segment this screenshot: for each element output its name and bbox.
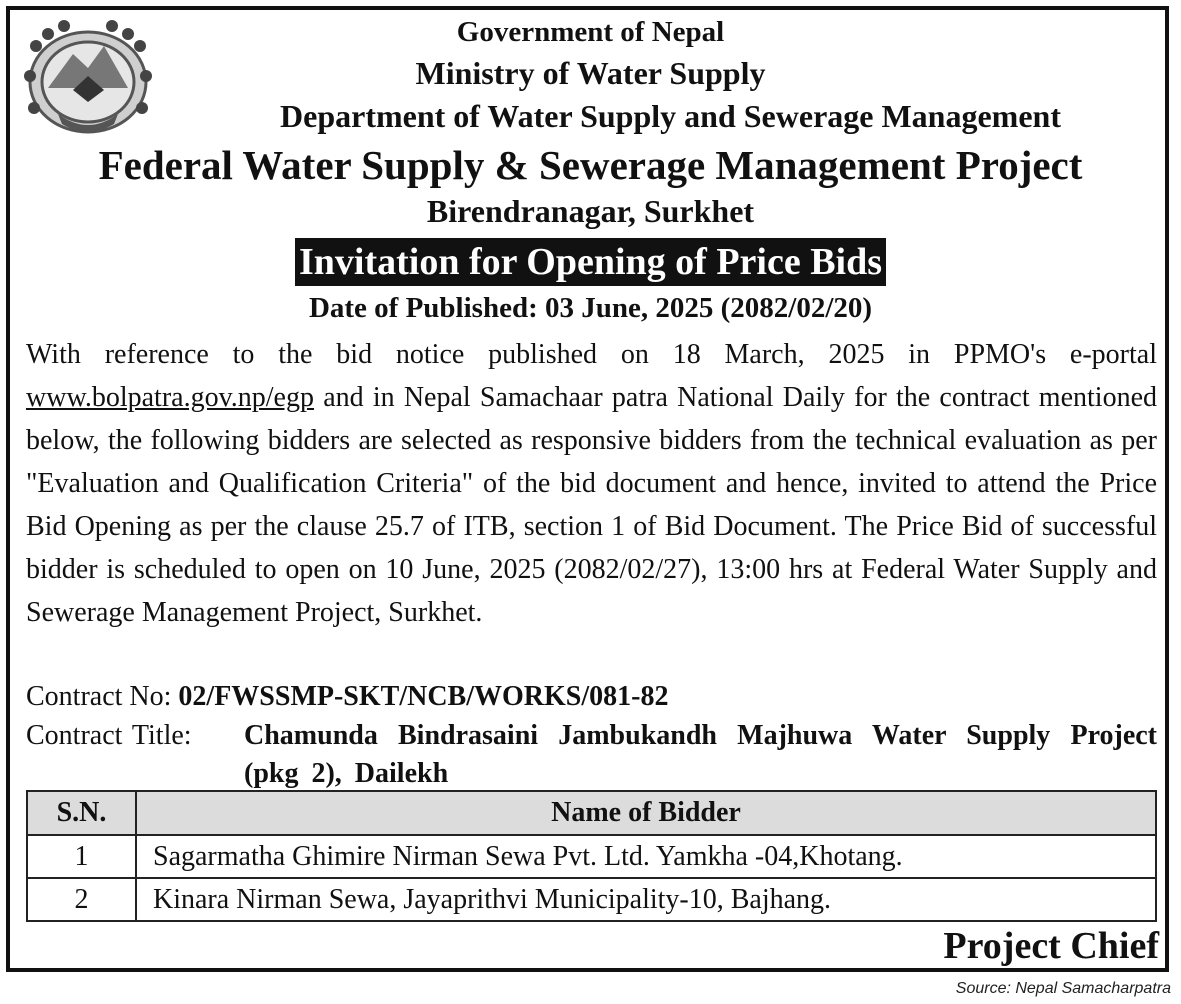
contract-title: Chamunda Bindrasaini Jambukandh Majhuwa Water Supply Project (pkg 2), Dailekh — [244, 720, 1157, 789]
paragraph-text-1: With reference to the bid notice published on 18 March, 2025 in PPMO's e-portal — [26, 339, 1157, 370]
bolpatra-link[interactable]: www.bolpatra.gov.np/egp — [26, 382, 314, 413]
table-row — [27, 835, 1156, 878]
row-bidder-name: Kinara Nirman Sewa, Jayaprithvi Municipality-10, Bajhang. — [136, 878, 1156, 921]
signature: Project Chief — [943, 925, 1159, 967]
row-sn: 2 — [27, 878, 136, 921]
row-bidder-name: Sagarmatha Ghimire Nirman Sewa Pvt. Ltd. Yamkha -04,Khotang. — [136, 835, 1156, 878]
contract-number-line — [26, 677, 668, 717]
row-sn: 1 — [27, 835, 136, 878]
sn-header: S.N. — [27, 791, 136, 835]
location-heading: Birendranagar, Surkhet — [426, 193, 755, 229]
project-heading: Federal Water Supply & Sewerage Management Project — [98, 142, 1083, 188]
ministry-heading: Ministry of Water Supply — [415, 55, 766, 91]
paragraph-text-2: and in Nepal Samachaar patra National Daily for the contract mentioned below, the following bidders are selected as responsive bidders from the technical evaluation as per "Evaluation and Qualification Criteria" of the bid document and hence, invited to attend the Price Bid Opening as per the clause 25.7 of ITB, section 1 of Bid Document. The Price Bid of successful bidder is scheduled to open on 10 June, 2025 (2082/02/27), 13:00 hrs at Federal Water Supply and Sewerage Management Project, Surkhet. — [26, 382, 1157, 628]
source-credit: Source: Nepal Samacharpatra — [955, 980, 1171, 997]
table-header-row — [27, 791, 1156, 835]
government-heading: Government of Nepal — [456, 16, 725, 48]
bidder-name-header: Name of Bidder — [136, 791, 1156, 835]
contract-number: 02/FWSSMP-SKT/NCB/WORKS/081-82 — [178, 681, 669, 712]
department-heading: Department of Water Supply and Sewerage Management — [280, 98, 1061, 134]
table-row — [27, 878, 1156, 921]
bidders-table — [26, 790, 1157, 922]
contract-number-label: Contract No: — [26, 681, 179, 712]
notice-title-wrap — [0, 238, 1181, 286]
notice-title: Invitation for Opening of Price Bids — [295, 238, 886, 286]
date-published: Date of Published: 03 June, 2025 (2082/02/20) — [308, 292, 873, 324]
notice-paragraph — [26, 333, 1157, 634]
contract-title-label: Contract Title: — [26, 720, 192, 751]
